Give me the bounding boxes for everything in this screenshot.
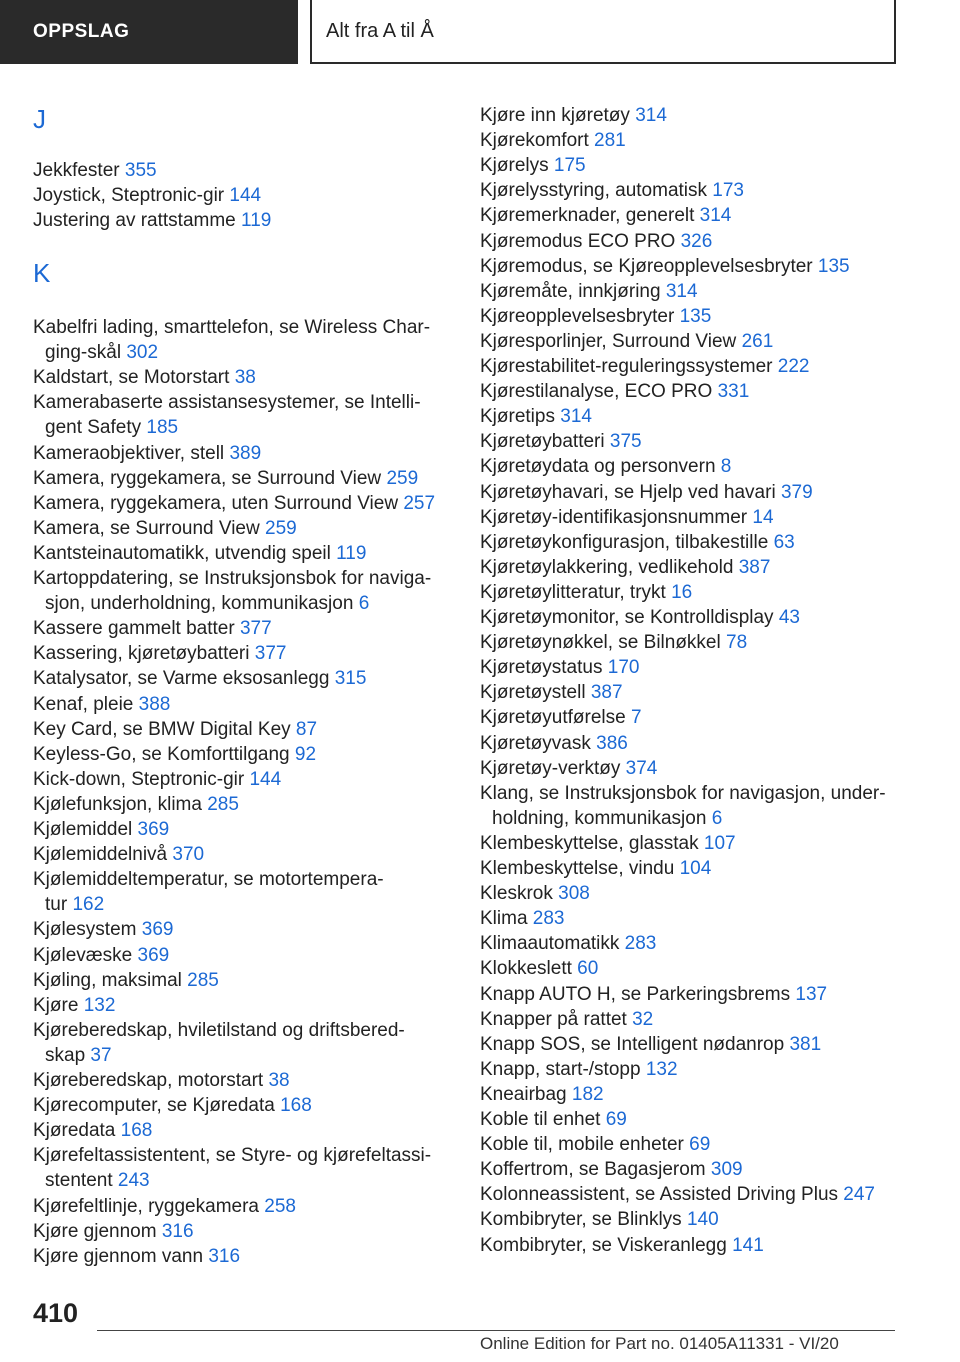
index-entry: [33, 541, 453, 566]
index-term: Kjøretøyutførelse: [480, 707, 626, 729]
page-reference-link[interactable]: 37: [90, 1044, 112, 1066]
index-term: Kjøretøystell: [480, 682, 586, 704]
index-term-continuation-text: holdning, kommunikasjon: [492, 807, 707, 829]
page-reference-link[interactable]: 69: [605, 1109, 627, 1130]
page-reference-link[interactable]: 182: [571, 1083, 604, 1105]
index-term: Kjøremåte, innkjøring: [480, 280, 661, 302]
index-term: Koble til, mobile enheter: [480, 1134, 684, 1156]
index-entry: [33, 566, 453, 616]
index-term-continuation: [33, 1168, 453, 1193]
index-entry: [480, 555, 900, 580]
page-reference-link[interactable]: 170: [607, 657, 640, 679]
page-reference-link[interactable]: 141: [732, 1234, 764, 1256]
page-reference-link[interactable]: 132: [645, 1058, 678, 1080]
page-reference-link[interactable]: 285: [187, 969, 219, 991]
index-term: Knapper på rattet: [480, 1008, 627, 1030]
index-term: Kjøreopplevelsesbryter: [480, 305, 675, 327]
index-term: Kjørestilanalyse, ECO PRO: [480, 381, 713, 403]
index-entry: [480, 304, 900, 329]
index-entry: [480, 1057, 900, 1082]
index-entry: [33, 842, 453, 867]
index-entry: [480, 1107, 900, 1132]
page-reference-link[interactable]: 314: [635, 105, 667, 126]
index-term: Kenaf, pleie: [33, 693, 134, 715]
index-term: Knapp SOS, se Intelligent nødanrop: [480, 1033, 785, 1055]
index-term: Kjøremodus ECO PRO: [480, 230, 676, 252]
page-reference-link[interactable]: 63: [773, 531, 795, 553]
index-term: Kabelfri lading, smarttelefon, se Wireless Char-: [33, 317, 431, 338]
index-entry: [33, 817, 453, 842]
index-entry: [33, 1194, 453, 1219]
page-reference-link[interactable]: 247: [843, 1184, 875, 1206]
index-term-continuation-text: ging-skål: [45, 342, 122, 363]
page-reference-link[interactable]: 175: [553, 155, 586, 177]
index-entry: [480, 229, 900, 254]
index-term-continuation: [480, 806, 900, 831]
subsection-tab: Alt fra A til Å: [310, 0, 896, 64]
page-reference-link[interactable]: 119: [336, 542, 367, 564]
page-reference-link[interactable]: 316: [161, 1220, 194, 1242]
index-term: Kjøretøyhavari, se Hjelp ved havari: [480, 481, 776, 503]
index-entry: [480, 781, 900, 831]
index-entry: [480, 153, 900, 178]
index-term: Kjølevæske: [33, 944, 133, 966]
page-reference-link[interactable]: 370: [172, 844, 205, 866]
index-entry: [33, 666, 453, 691]
index-entry: [480, 1233, 900, 1258]
page-reference-link[interactable]: 379: [780, 481, 813, 503]
index-term: Kjøretøylitteratur, trykt: [480, 581, 666, 603]
index-term: Kjørelys: [480, 155, 549, 177]
index-term: Kjølemiddeltemperatur, se motortempera-: [33, 869, 384, 891]
page-reference-link[interactable]: 32: [632, 1008, 654, 1030]
index-entry: [480, 1082, 900, 1107]
index-term: Kartoppdatering, se Instruksjonsbok for naviga-: [33, 568, 432, 589]
index-entry: [33, 1018, 453, 1068]
index-entry: [480, 1132, 900, 1157]
index-term: Kjøredata: [33, 1120, 116, 1142]
index-term-continuation: [33, 415, 453, 440]
page-reference-link[interactable]: 381: [789, 1033, 822, 1055]
index-letter-heading: J: [33, 104, 46, 134]
index-entry: [480, 931, 900, 956]
index-term: Kjøretøydata og personvern: [480, 456, 716, 478]
page-reference-link[interactable]: 389: [229, 442, 262, 464]
index-term-continuation: [33, 591, 453, 616]
index-term: Kjøreberedskap, motorstart: [33, 1070, 264, 1091]
index-term: Justering av rattstamme: [33, 210, 236, 232]
index-entry: [33, 742, 453, 767]
index-entry: [480, 655, 900, 680]
index-term: Kjøretøymonitor, se Kontrolldisplay: [480, 607, 774, 628]
page-reference-link[interactable]: 308: [558, 883, 590, 905]
footer-divider: [97, 1330, 895, 1331]
index-term: Kolonneassistent, se Assisted Driving Plus: [480, 1184, 839, 1206]
index-entry: [480, 429, 900, 454]
index-term: Kjøre gjennom vann: [33, 1245, 204, 1267]
page-reference-link[interactable]: 387: [738, 556, 771, 578]
page-reference-link[interactable]: 222: [777, 356, 810, 377]
page-reference-link[interactable]: 355: [124, 160, 157, 181]
page-reference-link[interactable]: 281: [594, 130, 626, 152]
index-entry: [33, 867, 453, 917]
index-term: Kamerabaserte assistansesystemer, se Intelli-: [33, 392, 421, 414]
index-term: Kamera, ryggekamera, uten Surround View: [33, 492, 399, 514]
index-entry: [480, 178, 900, 203]
index-term: Kantsteinautomatikk, utvendig speil: [33, 542, 331, 564]
index-term-continuation: [33, 340, 453, 365]
index-entry: [33, 1118, 453, 1143]
index-term: Kjøretips: [480, 406, 555, 428]
index-entry: [33, 692, 453, 717]
page-reference-link[interactable]: 326: [680, 230, 713, 252]
index-term: Klima: [480, 908, 528, 930]
edition-footer: Online Edition for Part no. 01405A11331 - VI/20: [480, 1334, 839, 1353]
index-entry: [480, 1182, 900, 1207]
index-entry: [480, 856, 900, 881]
index-term: Klembeskyttelse, vindu: [480, 858, 675, 879]
index-term: Kjøretøykonfigurasjon, tilbakestille: [480, 531, 769, 553]
index-entry: [480, 906, 900, 931]
index-term: Kjøremodus, se Kjøreopplevelsesbryter: [480, 255, 813, 277]
index-term: Kassering, kjøretøybatteri: [33, 643, 250, 665]
index-entry: [480, 254, 900, 279]
section-tab: OPPSLAG: [0, 0, 298, 64]
index-entry: [33, 183, 453, 208]
index-entry: [33, 917, 453, 942]
index-term: Kjøre inn kjøretøy: [480, 105, 630, 126]
index-term: Knapp, start-/stopp: [480, 1058, 641, 1080]
index-entry: [480, 279, 900, 304]
index-term: Klang, se Instruksjonsbok for navigasjon, under-: [480, 782, 886, 804]
index-entry: [480, 956, 900, 981]
index-entry: [480, 354, 900, 379]
index-term: Kjøresporlinjer, Surround View: [480, 330, 737, 352]
index-term: Kjøretøyvask: [480, 732, 591, 754]
index-entry: [480, 454, 900, 479]
index-entry: [33, 491, 453, 516]
index-term-continuation: [33, 1043, 453, 1068]
page-reference-link[interactable]: 259: [265, 517, 297, 539]
index-term: Kjøre: [33, 994, 79, 1016]
page-reference-link[interactable]: 107: [703, 832, 736, 854]
index-entry: [480, 982, 900, 1007]
index-entry: [480, 1207, 900, 1232]
index-letter-heading: K: [33, 258, 51, 288]
page-reference-link[interactable]: 386: [596, 732, 628, 754]
index-entry: [33, 516, 453, 541]
index-entry: [480, 128, 900, 153]
index-entry: [480, 103, 900, 128]
page-reference-link[interactable]: 162: [72, 894, 105, 916]
index-entry: [33, 792, 453, 817]
index-term-continuation-text: tur: [45, 894, 68, 916]
index-entry: [33, 208, 453, 233]
page-reference-link[interactable]: 285: [207, 793, 239, 815]
page-reference-link[interactable]: 43: [778, 607, 800, 628]
index-term: Kjøretøynøkkel, se Bilnøkkel: [480, 632, 721, 654]
page-reference-link[interactable]: 38: [234, 367, 256, 389]
page-reference-link[interactable]: 375: [609, 431, 642, 453]
index-term: Kick-down, Steptronic-gir: [33, 768, 245, 790]
index-entry: [480, 530, 900, 555]
page-reference-link[interactable]: 302: [126, 342, 159, 363]
index-entry: [480, 881, 900, 906]
index-entry: [33, 943, 453, 968]
index-term: Kjølemiddel: [33, 819, 133, 840]
index-entry: [480, 680, 900, 705]
index-entry: [480, 404, 900, 429]
index-entry: [33, 1219, 453, 1244]
index-term: Kassere gammelt batter: [33, 618, 235, 640]
page-reference-link[interactable]: 243: [117, 1170, 150, 1192]
index-term: Kjøremerknader, generelt: [480, 205, 695, 227]
index-entry: [480, 480, 900, 505]
index-entry: [480, 731, 900, 756]
index-term: Kjølefunksjon, klima: [33, 793, 202, 815]
page-reference-link[interactable]: 140: [686, 1209, 719, 1231]
index-term: Keyless-Go, se Komforttilgang: [33, 743, 290, 765]
page-reference-link[interactable]: 14: [752, 506, 774, 528]
page-reference-link[interactable]: 369: [137, 819, 170, 840]
index-entry: [33, 993, 453, 1018]
page-reference-link[interactable]: 377: [239, 618, 272, 640]
index-term-continuation-text: skap: [45, 1044, 86, 1066]
index-entry: [480, 1007, 900, 1032]
index-term: Kjøreberedskap, hviletilstand og driftsbered-: [33, 1019, 405, 1041]
page-reference-link[interactable]: 135: [817, 255, 850, 277]
page-reference-link[interactable]: 369: [137, 944, 170, 966]
index-entry: [480, 756, 900, 781]
index-term-continuation: [33, 892, 453, 917]
index-entry: [480, 630, 900, 655]
index-term: Joystick, Steptronic-gir: [33, 185, 225, 207]
page-number: 410: [33, 1298, 79, 1328]
page-reference-link[interactable]: 8: [720, 456, 732, 478]
index-entry: [480, 329, 900, 354]
page-reference-link[interactable]: 316: [208, 1245, 241, 1267]
page-reference-link[interactable]: 144: [229, 185, 262, 207]
page-reference-link[interactable]: 144: [249, 768, 282, 790]
index-term: Key Card, se BMW Digital Key: [33, 718, 291, 740]
page-reference-link[interactable]: 92: [294, 743, 317, 765]
index-entry: [480, 580, 900, 605]
index-entry: [480, 1032, 900, 1057]
page-reference-link[interactable]: 119: [241, 210, 272, 232]
index-entry: [33, 641, 453, 666]
index-entry: [33, 441, 453, 466]
index-entry: [33, 315, 453, 365]
index-term: Klokkeslett: [480, 958, 572, 980]
page-reference-link[interactable]: 69: [689, 1134, 711, 1156]
page-reference-link[interactable]: 185: [146, 417, 179, 439]
index-entry: [33, 1093, 453, 1118]
page-reference-link[interactable]: 314: [699, 205, 732, 227]
page-reference-link[interactable]: 137: [795, 983, 828, 1005]
index-term: Kjøretøylakkering, vedlikehold: [480, 556, 734, 578]
index-term: Klimaautomatikk: [480, 933, 620, 955]
page-reference-link[interactable]: 173: [712, 180, 744, 202]
index-entry: [33, 158, 453, 183]
page-reference-link[interactable]: 387: [590, 682, 623, 704]
index-term: Kneairbag: [480, 1083, 567, 1105]
page-reference-link[interactable]: 315: [334, 668, 367, 690]
index-term: Koffertrom, se Bagasjerom: [480, 1159, 706, 1181]
index-term: Kameraobjektiver, stell: [33, 442, 225, 464]
index-term-continuation-text: stentent: [45, 1170, 113, 1192]
index-term: Kjøretøybatteri: [480, 431, 605, 453]
index-entry: [33, 1068, 453, 1093]
page-reference-link[interactable]: 38: [268, 1070, 290, 1091]
index-entry: [33, 616, 453, 641]
index-term: Kamera, se Surround View: [33, 517, 260, 539]
page-reference-link[interactable]: 87: [295, 718, 318, 740]
index-entry: [480, 705, 900, 730]
index-term: Kjørefeltassistentent, se Styre- og kjørefeltassi-: [33, 1145, 432, 1167]
index-entry: [33, 767, 453, 792]
index-term-continuation-text: gent Safety: [45, 417, 142, 439]
index-term: Kombibryter, se Blinklys: [480, 1209, 682, 1231]
index-term: Kjøretøy-verktøy: [480, 757, 621, 779]
index-term: Kjørefeltlinje, ryggekamera: [33, 1195, 259, 1217]
index-term: Koble til enhet: [480, 1109, 601, 1130]
index-term: Jekkfester: [33, 160, 120, 181]
page-reference-link[interactable]: 16: [671, 581, 693, 603]
index-term: Kamera, ryggekamera, se Surround View: [33, 467, 382, 489]
page-reference-link[interactable]: 168: [120, 1120, 153, 1142]
index-term: Kjørelysstyring, automatisk: [480, 180, 708, 202]
index-entry: [33, 466, 453, 491]
index-term: Knapp AUTO H, se Parkeringsbrems: [480, 983, 791, 1005]
page-reference-link[interactable]: 314: [560, 406, 592, 428]
index-entry: [480, 605, 900, 630]
page-reference-link[interactable]: 104: [679, 858, 712, 879]
index-term: Kjørestabilitet-reguleringssystemer: [480, 356, 773, 377]
index-entry: [480, 1157, 900, 1182]
page-reference-link[interactable]: 60: [577, 958, 599, 980]
index-term: Kleskrok: [480, 883, 553, 905]
index-entry: [33, 365, 453, 390]
page-reference-link[interactable]: 314: [665, 280, 698, 302]
index-term: Kjølesystem: [33, 919, 137, 941]
index-entry: [33, 968, 453, 993]
page-reference-link[interactable]: 331: [717, 381, 750, 403]
index-term: Kombibryter, se Viskeranlegg: [480, 1234, 727, 1256]
page-reference-link[interactable]: 78: [726, 632, 748, 654]
index-entry: [33, 390, 453, 440]
page-reference-link[interactable]: 6: [711, 807, 723, 829]
index-term: Kjøretøy-identifikasjonsnummer: [480, 506, 748, 528]
index-term-continuation-text: sjon, underholdning, kommunikasjon: [45, 593, 354, 614]
index-term: Kjøretøystatus: [480, 657, 603, 679]
page-reference-link[interactable]: 259: [386, 467, 419, 489]
index-entry: [480, 831, 900, 856]
index-entry: [33, 1244, 453, 1269]
index-term: Kjølemiddelnivå: [33, 844, 168, 866]
page-reference-link[interactable]: 168: [280, 1095, 312, 1117]
page-reference-link[interactable]: 261: [741, 330, 774, 352]
index-entry: [480, 379, 900, 404]
index-entry: [480, 203, 900, 228]
index-entry: [33, 717, 453, 742]
page-reference-link[interactable]: 6: [358, 593, 370, 614]
page-reference-link[interactable]: 283: [624, 933, 657, 955]
index-term: Kjørecomputer, se Kjøredata: [33, 1095, 275, 1117]
index-entry: [480, 505, 900, 530]
index-term: Kaldstart, se Motorstart: [33, 367, 230, 389]
index-entry: [33, 1143, 453, 1193]
page-reference-link[interactable]: 135: [679, 305, 712, 327]
index-term: Kjøling, maksimal: [33, 969, 182, 991]
page-reference-link[interactable]: 283: [532, 908, 565, 930]
page-reference-link[interactable]: 258: [264, 1195, 296, 1217]
page-reference-link[interactable]: 388: [138, 693, 171, 715]
page-reference-link[interactable]: 257: [403, 492, 436, 514]
page-reference-link[interactable]: 374: [625, 757, 658, 779]
page-reference-link[interactable]: 309: [710, 1159, 743, 1181]
index-term: Kjøre gjennom: [33, 1220, 157, 1242]
page-reference-link[interactable]: 369: [141, 919, 174, 941]
page-reference-link[interactable]: 132: [83, 994, 116, 1016]
index-term: Kjørekomfort: [480, 130, 589, 152]
index-term: Klembeskyttelse, glasstak: [480, 832, 699, 854]
page-reference-link[interactable]: 7: [630, 707, 642, 729]
index-term: Katalysator, se Varme eksosanlegg: [33, 668, 330, 690]
page-reference-link[interactable]: 377: [254, 643, 287, 665]
